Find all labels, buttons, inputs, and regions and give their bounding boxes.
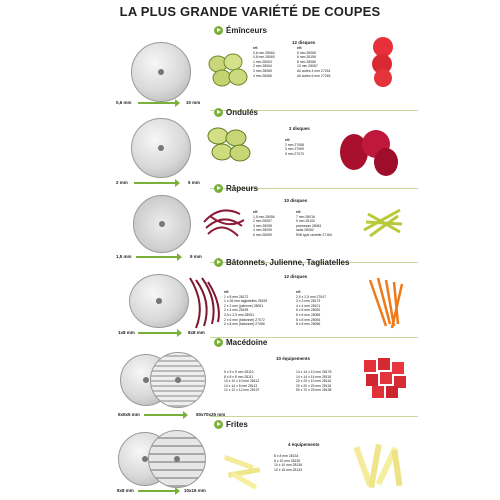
range-min: 0,6 mm bbox=[116, 100, 132, 105]
slicing-disc-image bbox=[131, 42, 191, 102]
ref-column-1: réf. 1 x 8 mm 28172 1 x 26 mm tagliatelles 28195 2 x 2 mm (julienne) 28051 2 x 4 mm 28195 2,5 x 2,5 mm 28051 2 x 6 mm (bâtonnet) 27072 2 x 8 mm (bâtonnet) 27066 bbox=[224, 290, 268, 327]
equipment-count: 4 équipements bbox=[288, 442, 320, 447]
arrow-icon bbox=[138, 102, 176, 104]
divider bbox=[210, 416, 418, 417]
play-bullet-icon bbox=[214, 338, 223, 347]
grated-cabbage-image bbox=[200, 200, 246, 244]
section-title: Ondulés bbox=[226, 108, 259, 117]
disc-count: 10 disques bbox=[284, 198, 308, 203]
arrow-icon bbox=[138, 490, 176, 492]
section-title: Bâtonnets, Julienne, Tagliatelles bbox=[226, 258, 350, 267]
arrow-icon bbox=[144, 414, 184, 416]
range-max: 10 mm bbox=[186, 100, 201, 105]
play-bullet-icon bbox=[214, 258, 223, 267]
julienne-disc-image bbox=[129, 274, 189, 328]
section-header bbox=[214, 420, 248, 429]
ref-column-2: réf. 2,5 x 2,5 mm 27047 3 x 3 mm 28173 4 x 4 mm 28101 6 x 6 mm 28052 6 x 6 mm 28055 8 x 8 mm 28054 8 x 8 mm 28056 bbox=[296, 290, 326, 327]
play-bullet-icon bbox=[214, 420, 223, 429]
range-max: 10x16 mm bbox=[184, 488, 206, 493]
range-max: 8x8 mm bbox=[188, 330, 205, 335]
section-title: Frites bbox=[226, 420, 248, 429]
julienne-carrot-image bbox=[364, 274, 408, 332]
ref-column-1: réf. 2 mm 27068 3 mm 27069 5 mm 27070 bbox=[285, 138, 304, 156]
range-min: 1,5 mm bbox=[116, 254, 132, 259]
wavy-zucchini-image bbox=[206, 124, 254, 164]
disc-count: 12 disques bbox=[284, 274, 308, 279]
grating-disc-image bbox=[133, 195, 191, 253]
tomato-slices-image bbox=[368, 36, 398, 88]
ref-column-1: 8 x 8 mm 28134 8 x 10 mm 28135 10 x 10 mm 28136 10 x 16 mm 28133 bbox=[274, 454, 303, 472]
ref-column-2: réf. 7 mm 28016 9 mm 28100 parmesan 28061 radis 28062 Rôti type raclette 27164 bbox=[296, 210, 332, 237]
range-min: 5x5x5 mm bbox=[118, 412, 140, 417]
fries-image bbox=[220, 452, 268, 492]
section-title: Macédoine bbox=[226, 338, 268, 347]
diced-tomato-image bbox=[362, 356, 408, 400]
section-header bbox=[214, 184, 258, 193]
section-title: Émînceurs bbox=[226, 26, 267, 35]
equipment-count: 10 équipements bbox=[276, 356, 311, 361]
ref-column-2: réf. 5 mm 28065 6 mm 28196 8 mm 28066 10 mm 28067 Ail cuites 4 mm 27244 Ail cuites 6 mm 27245 bbox=[297, 46, 331, 78]
beet-slices-image bbox=[336, 126, 402, 178]
grated-zucchini-image bbox=[360, 200, 406, 244]
ref-column-1: réf. 1,5 mm 28056 2 mm 28057 3 mm 28058 4 mm 28059 6 mm 28059 bbox=[253, 210, 275, 237]
disc-count: 2 disques bbox=[289, 126, 310, 131]
ref-column-1: réf. 0,6 mm 28064 0,8 mm 28069 1 mm 28063 2 mm 28064 3 mm 28065 4 mm 28066 bbox=[253, 46, 275, 78]
arrow-icon bbox=[134, 182, 176, 184]
section-header bbox=[214, 338, 267, 347]
section-header bbox=[214, 258, 349, 267]
julienne-cabbage-image bbox=[186, 274, 224, 330]
ref-column-1: 5 x 5 x 5 mm 28110 8 x 8 x 8 mm 28111 10 x 10 x 10 mm 28112 14 x 14 x 5 mm 28113 12 x 12 x 12 mm 28197 bbox=[224, 370, 260, 393]
zucchini-slices-image bbox=[208, 52, 250, 88]
section-header bbox=[214, 26, 267, 35]
potato-fries-image bbox=[354, 440, 408, 496]
range-max: 5 mm bbox=[188, 180, 200, 185]
page-title: LA PLUS GRANDE VARIÉTÉ DE COUPES bbox=[119, 4, 381, 19]
disc-count: 12 disques bbox=[292, 40, 316, 45]
play-bullet-icon bbox=[214, 26, 223, 35]
arrow-icon bbox=[138, 332, 178, 334]
play-bullet-icon bbox=[214, 108, 223, 117]
wavy-disc-image bbox=[131, 118, 191, 178]
dicing-grid-image bbox=[150, 352, 206, 408]
range-min: 1x8 mm bbox=[118, 330, 135, 335]
range-max: 9 mm bbox=[190, 254, 202, 259]
section-header bbox=[214, 108, 258, 117]
range-min: 8x8 mm bbox=[117, 488, 134, 493]
ref-column-2: 14 x 14 x 10 mm 28178 14 x 14 x 14 mm 28115 20 x 20 x 10 mm 28116 20 x 20 x 20 mm 28118 50 x 70 x 25 mm 28198 bbox=[296, 370, 332, 393]
play-bullet-icon bbox=[214, 184, 223, 193]
range-min: 2 mm bbox=[116, 180, 128, 185]
range-max: 50x70x25 mm bbox=[196, 412, 226, 417]
section-title: Râpeurs bbox=[226, 184, 259, 193]
arrow-icon bbox=[136, 256, 178, 258]
fries-grid-image bbox=[148, 430, 206, 488]
